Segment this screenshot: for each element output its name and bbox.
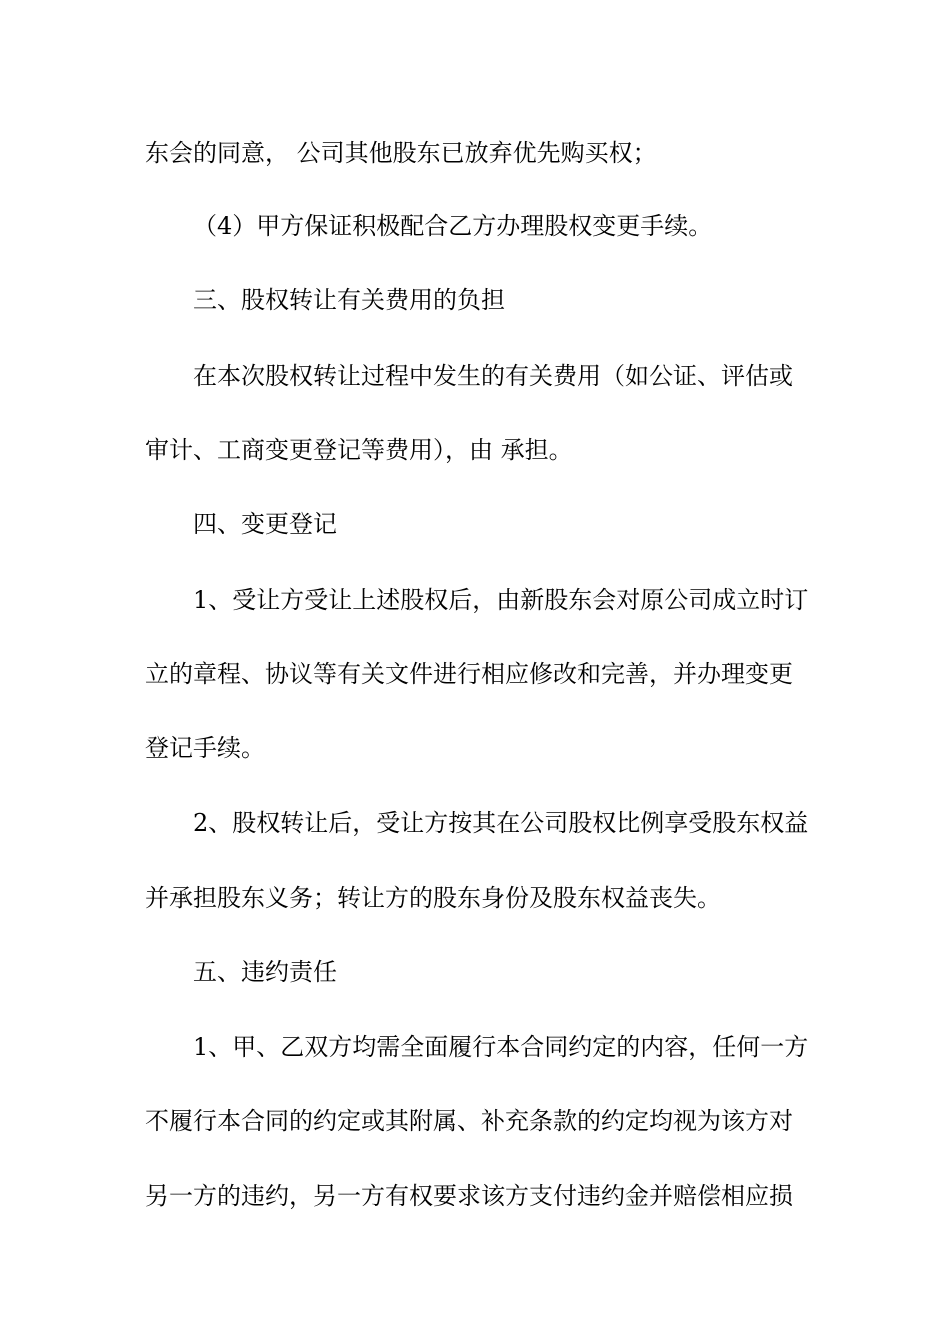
paragraph-line: 1、甲、乙双方均需全面履行本合同约定的内容，任何一方 (193, 1033, 809, 1061)
paragraph-line: 另一方的违约，另一方有权要求该方支付违约金并赔偿相应损 (145, 1182, 793, 1210)
paragraph-line: 不履行本合同的约定或其附属、补充条款的约定均视为该方对 (145, 1107, 793, 1135)
paragraph-line: （4）甲方保证积极配合乙方办理股权变更手续。 (193, 212, 713, 240)
paragraph-line: 2、股权转让后，受让方按其在公司股权比例享受股东权益 (193, 809, 809, 837)
paragraph-line: 在本次股权转让过程中发生的有关费用（如公证、评估或 (193, 362, 793, 390)
paragraph-line: 立的章程、协议等有关文件进行相应修改和完善，并办理变更 (145, 660, 793, 688)
paragraph-line: 并承担股东义务；转让方的股东身份及股东权益丧失。 (145, 884, 721, 912)
paragraph-line: 审计、工商变更登记等费用），由 承担。 (145, 436, 573, 464)
section-heading: 四、变更登记 (193, 510, 337, 538)
paragraph-line: 登记手续。 (145, 734, 265, 762)
section-heading: 三、股权转让有关费用的负担 (193, 286, 505, 314)
paragraph-line: 东会的同意， 公司其他股东已放弃优先购买权； (145, 139, 657, 167)
paragraph-line: 1、受让方受让上述股权后，由新股东会对原公司成立时订 (193, 586, 809, 614)
section-heading: 五、违约责任 (193, 958, 337, 986)
